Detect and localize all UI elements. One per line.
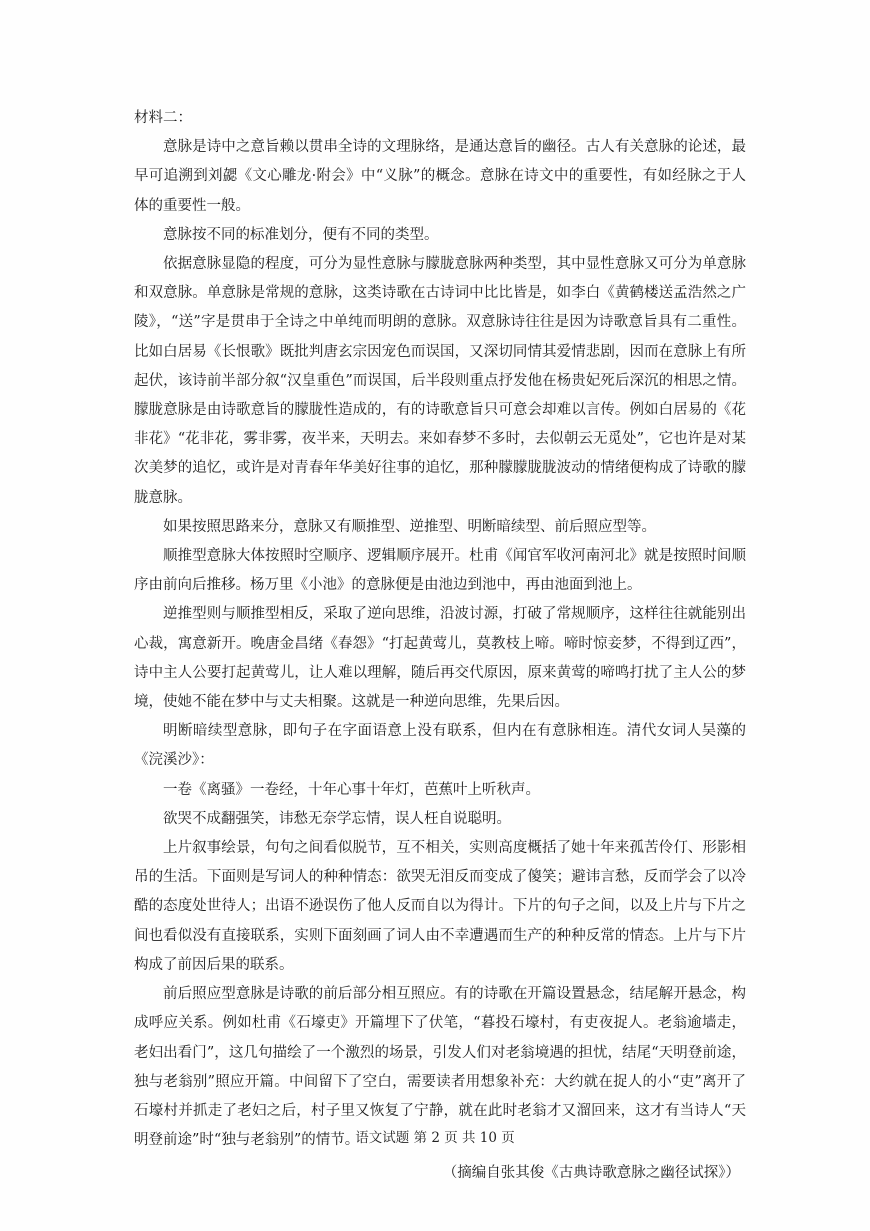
paragraph: 如果按照思路来分，意脉又有顺推型、逆推型、明断暗续型、前后照应型等。 [163,518,656,535]
paragraph: 明断暗续型意脉，即句子在字面语意上没有联系，但内在有意脉相连。清代女词人吴藻的《浣溪沙》： [134,723,746,769]
article-body [134,104,746,1189]
paragraph: 意脉按不同的标准划分，便有不同的类型。 [163,226,439,243]
paragraph: 前后照应型意脉是诗歌的前后部分相互照应。有的诗歌在开篇设置悬念，结尾解开悬念，构成呼应关系。例如杜甫《石壕吏》开篇埋下了伏笔，“暮投石壕村，有吏夜捉人。老翁逾墙走，老妇出看门”，这几句描绘了一个激烈的场景，引发人们对老翁境遇的担忧，结尾“天明登前途，独与老翁别”照应开篇。中间留下了空白，需要读者用想象补充：大约就在捉人的小“吏”离开了石壕村并抓走了老妇之后，村子里又恢复了宁静，就在此时老翁才又溜回来，这才有当诗人“天明登前途”时“独与老翁别”的情节。 [134,986,746,1149]
paragraph: 意脉是诗中之意旨赖以贯串全诗的文理脉络，是通达意旨的幽径。古人有关意脉的论述，最早可追溯到刘勰《文心雕龙·附会》中“义脉”的概念。意脉在诗文中的重要性，有如经脉之于人体的重要性一般。 [134,139,746,214]
section-heading: 材料二： [134,110,192,126]
poem-line: 一卷《离骚》一卷经，十年心事十年灯，芭蕉叶上听秋声。 [163,781,540,798]
poem-line: 欲哭不成翻强笑，讳愁无奈学忘情，误人枉自说聪明。 [163,810,511,827]
paragraph: 上片叙事绘景，句句之间看似脱节，互不相关，实则高度概括了她十年来孤苦伶仃、形影相吊的生活。下面则是写词人的种种情态：欲哭无泪反而变成了傻笑；避讳言愁，反而学会了以冷酷的态度处世待人；出语不逊误伤了他人反而自以为得计。下片的句子之间，以及上片与下片之间也看似没有直接联系，实则下面刻画了词人由不幸遭遇而生产的种种反常的情态。上片与下片构成了前因后果的联系。 [134,840,746,973]
paragraph: 逆推型则与顺推型相反，采取了逆向思维，沿波讨源，打破了常规顺序，这样往往就能别出心裁，寓意新开。晚唐金昌绪《春怨》“打起黄莺儿，莫教枝上啼。啼时惊妾梦，不得到辽西”，诗中主人公要打起黄莺儿，让人难以理解，随后再交代原因，原来黄莺的啼鸣打扰了主人公的梦境，使她不能在梦中与丈夫相聚。这就是一种逆向思维，先果后因。 [134,606,746,711]
paragraph: 依据意脉显隐的程度，可分为显性意脉与朦胧意脉两种类型，其中显性意脉又可分为单意脉和双意脉。单意脉是常规的意脉，这类诗歌在古诗词中比比皆是，如李白《黄鹤楼送孟浩然之广陵》，“送”字是贯串于全诗之中单纯而明朗的意脉。双意脉诗往往是因为诗歌意旨具有二重性。比如白居易《长恨歌》既批判唐玄宗因宠色而误国，又深切同情其爱情悲剧，因而在意脉上有所起伏，该诗前半部分叙“汉皇重色”而误国，后半段则重点抒发他在杨贵妃死后深沉的相思之情。朦胧意脉是由诗歌意旨的朦胧性造成的，有的诗歌意旨只可意会却难以言传。例如白居易的《花非花》“花非花，雾非雾，夜半来，天明去。来如春梦不多时，去似朝云无觅处”，它也许是对某次美梦的追忆，或许是对青春年华美好往事的追忆，那种朦朦胧胧波动的情绪便构成了诗歌的朦胧意脉。 [134,256,746,506]
paragraph: 顺推型意脉大体按照时空顺序、逻辑顺序展开。杜甫《闻官军收河南河北》就是按照时间顺序由前向后推移。杨万里《小池》的意脉便是由池边到池中，再由池面到池上。 [134,548,746,594]
source-citation: （摘编自张其俊《古典诗歌意脉之幽径试探》） [442,1165,740,1182]
page-footer: 语文试题 第 2 页 共 10 页 [355,1130,515,1146]
